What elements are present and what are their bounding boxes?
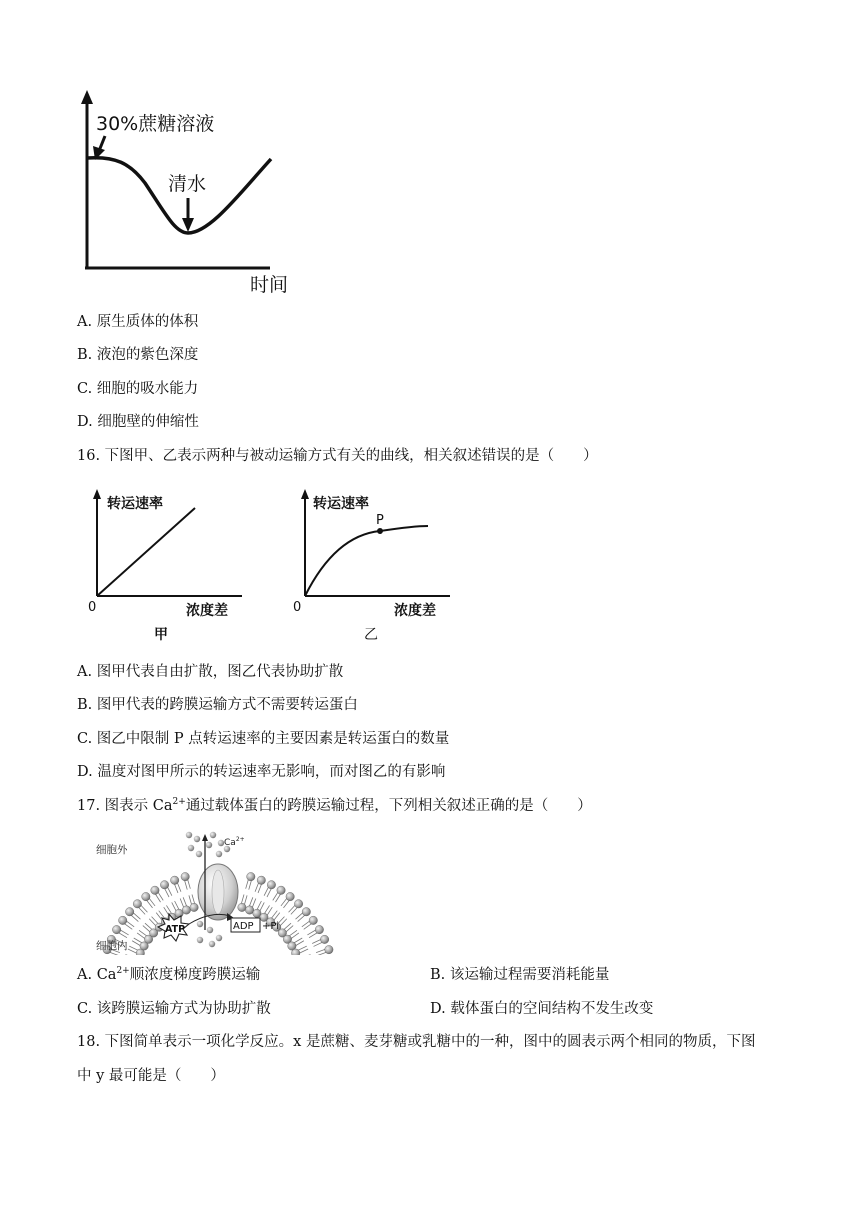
lipid-head bbox=[325, 945, 333, 953]
volume-curve bbox=[87, 158, 271, 233]
q17-stem-prefix: 17. 图表示 Ca bbox=[77, 798, 173, 814]
outside-label: 细胞外 bbox=[96, 844, 128, 856]
lipid-head bbox=[151, 886, 159, 894]
lipid-head bbox=[286, 892, 294, 900]
membrane-diagram bbox=[92, 830, 342, 955]
chart-b-point-p bbox=[377, 528, 383, 534]
lipid-head bbox=[125, 908, 133, 916]
q16-stem: 16. 下图甲、乙表示两种与被动运输方式有关的曲线，相关叙述错误的是（ ） bbox=[77, 448, 598, 464]
lipid-head bbox=[119, 916, 127, 924]
adp-label: ADP bbox=[233, 921, 254, 932]
q16-option-a: A. 图甲代表自由扩散，图乙代表协助扩散 bbox=[77, 664, 344, 680]
transport-arrowhead bbox=[202, 834, 208, 841]
q17-option-a bbox=[77, 965, 260, 985]
lipid-head bbox=[245, 906, 253, 914]
sucrose-label: 30%蔗糖溶液 bbox=[96, 113, 215, 135]
chart-a-line bbox=[97, 508, 195, 596]
lipid-head bbox=[170, 876, 178, 884]
ca-ions-inside bbox=[197, 921, 222, 947]
q16-chart-b-svg bbox=[290, 486, 460, 646]
chart-a-y-label: 转运速率 bbox=[107, 496, 163, 512]
q15-figure bbox=[70, 88, 310, 298]
q17-stem bbox=[77, 796, 592, 816]
q17-membrane-figure bbox=[92, 830, 342, 955]
chart-b-origin: 0 bbox=[293, 600, 302, 615]
lipid-head bbox=[182, 906, 190, 914]
q16-chart-a bbox=[82, 486, 252, 646]
chart-b-y-label: 转运速率 bbox=[313, 496, 369, 512]
q16-option-b: B. 图甲代表的跨膜运输方式不需要转运蛋白 bbox=[77, 697, 358, 713]
ion-label: $Ca^{2+}$ bbox=[224, 836, 245, 848]
q17-stem-sup: 2+ bbox=[172, 797, 186, 807]
chart-b-caption: 乙 bbox=[364, 627, 378, 643]
pi-label: +Pi bbox=[262, 921, 279, 932]
lipid-head bbox=[320, 935, 328, 943]
q18-stem-line2: 中 y 最可能是（ ） bbox=[77, 1068, 225, 1084]
lipid-head bbox=[267, 881, 275, 889]
q16-chart-b bbox=[290, 486, 460, 646]
q15-option-b: B. 液泡的紫色深度 bbox=[77, 347, 199, 363]
lipid-head bbox=[160, 881, 168, 889]
water-arrowhead bbox=[182, 218, 194, 232]
q17-option-d: D. 载体蛋白的空间结构不发生改变 bbox=[430, 1001, 654, 1017]
q17-option-a-sup: 2+ bbox=[116, 966, 130, 976]
chart-b-y-arrow bbox=[301, 489, 309, 499]
atp-label: ATP bbox=[165, 924, 186, 935]
lipid-head bbox=[247, 872, 255, 880]
y-axis-arrow bbox=[81, 90, 93, 104]
q16-chart-a-svg bbox=[82, 486, 252, 646]
q16-option-c: C. 图乙中限制 P 点转运速率的主要因素是转运蛋白的数量 bbox=[77, 731, 450, 747]
q15-option-d: D. 细胞壁的伸缩性 bbox=[77, 414, 199, 430]
q17-stem-suffix: 通过载体蛋白的跨膜运输过程，下列相关叙述正确的是（ ） bbox=[185, 798, 592, 814]
q15-option-c: C. 细胞的吸水能力 bbox=[77, 381, 199, 397]
q17-option-c: C. 该跨膜运输方式为协助扩散 bbox=[77, 1001, 271, 1017]
lipid-head bbox=[294, 900, 302, 908]
q15-curve-graph bbox=[70, 88, 310, 298]
lipid-head bbox=[302, 908, 310, 916]
chart-b-x-label: 浓度差 bbox=[394, 603, 436, 619]
q15-option-a: A. 原生质体的体积 bbox=[77, 314, 199, 330]
chart-b-point-label: P bbox=[376, 513, 384, 528]
chart-b-curve bbox=[305, 526, 428, 596]
lipid-head bbox=[309, 916, 317, 924]
carrier-protein-channel bbox=[212, 870, 224, 914]
chart-a-x-label: 浓度差 bbox=[186, 603, 228, 619]
chart-a-origin: 0 bbox=[88, 600, 97, 615]
q16-option-d: D. 温度对图甲所示的转运速率无影响，而对图乙的有影响 bbox=[77, 764, 446, 780]
lipid-head bbox=[142, 892, 150, 900]
chart-a-caption: 甲 bbox=[154, 627, 168, 643]
lipid-head bbox=[277, 886, 285, 894]
q17-option-b: B. 该运输过程需要消耗能量 bbox=[430, 967, 610, 983]
q17-option-a-suffix: 顺浓度梯度跨膜运输 bbox=[129, 967, 261, 983]
inside-label: 细胞内 bbox=[96, 940, 128, 952]
water-label: 清水 bbox=[168, 173, 207, 195]
q17-option-a-prefix: A. Ca bbox=[77, 967, 117, 983]
chart-a-y-arrow bbox=[93, 489, 101, 499]
lipid-head bbox=[175, 909, 183, 917]
lipid-head bbox=[238, 903, 246, 911]
lipid-head bbox=[257, 876, 265, 884]
q18-stem-line1: 18. 下图简单表示一项化学反应。x 是蔗糖、麦芽糖或乳糖中的一种，图中的圆表示两个相同的物质，下图 bbox=[77, 1034, 756, 1050]
lipid-head bbox=[190, 903, 198, 911]
time-axis-label: 时间 bbox=[250, 274, 289, 296]
lipid-head bbox=[315, 925, 323, 933]
lipid-head bbox=[181, 872, 189, 880]
lipid-head bbox=[112, 925, 120, 933]
lipid-head bbox=[133, 900, 141, 908]
